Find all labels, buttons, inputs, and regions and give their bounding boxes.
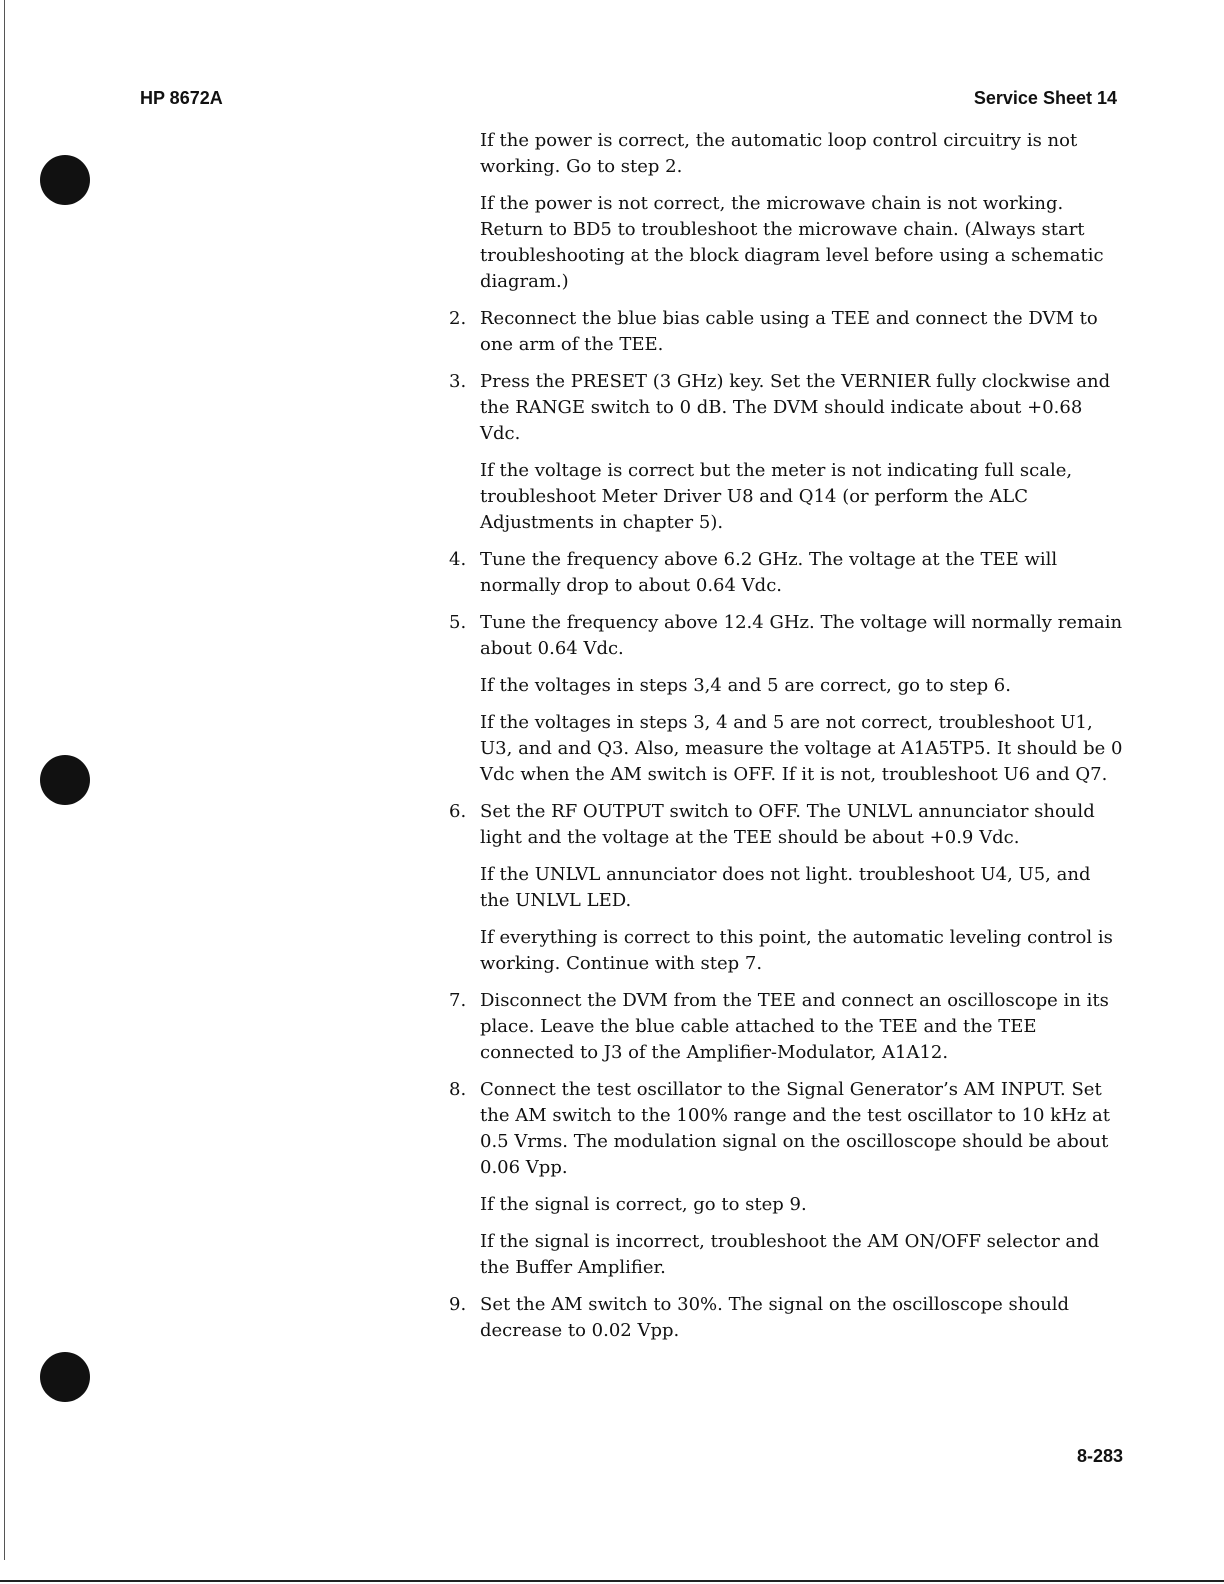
procedure-step — [444, 610, 1124, 662]
step-text: Reconnect the blue bias cable using a TEE and connect the DVM to one arm of the TEE. — [480, 308, 1098, 355]
step-number: 8. — [449, 1079, 467, 1100]
paragraph: If the signal is incorrect, troubleshoot the AM ON/OFF selector and the Buffer Amplifier. — [480, 1231, 1100, 1278]
paragraph: If the power is not correct, the microwave chain is not working. Return to BD5 to troubleshoot the microwave chain. (Always start troubleshooting at the block diagram level before using a schematic diagram.) — [480, 193, 1104, 292]
page-number: 8-283 — [1076, 1446, 1123, 1466]
punch-hole — [40, 755, 90, 805]
procedure-step — [444, 369, 1124, 447]
section-title: Service Sheet 14 — [973, 88, 1117, 108]
step-text: Tune the frequency above 12.4 GHz. The voltage will normally remain about 0.64 Vdc. — [480, 612, 1123, 659]
procedure-step — [444, 799, 1124, 851]
left-margin-rule — [4, 0, 5, 1560]
procedure-step — [444, 1077, 1124, 1181]
bottom-rule — [0, 1580, 1224, 1582]
paragraph: If the voltages in steps 3, 4 and 5 are not correct, troubleshoot U1, U3, and and Q3. Also, measure the voltage at A1A5TP5. It should be 0 Vdc when the AM switch is OFF. If it is not, troubleshoot U6 and Q7. — [480, 712, 1123, 785]
procedure-step — [444, 988, 1124, 1066]
procedure-step — [444, 547, 1124, 599]
paragraph: If the voltages in steps 3,4 and 5 are correct, go to step 6. — [480, 675, 1011, 696]
step-number: 7. — [449, 990, 467, 1011]
step-number: 2. — [449, 308, 467, 329]
step-text: Connect the test oscillator to the Signal Generator’s AM INPUT. Set the AM switch to the 100% range and the test oscillator to 10 kHz at 0.5 Vrms. The modulation signal on the oscilloscope should be about 0.06 Vpp. — [480, 1079, 1110, 1178]
step-text: Set the AM switch to 30%. The signal on the oscilloscope should decrease to 0.02 Vpp. — [480, 1294, 1070, 1341]
step-text: Set the RF OUTPUT switch to OFF. The UNLVL annunciator should light and the voltage at the TEE should be about +0.9 Vdc. — [480, 801, 1095, 848]
step-number: 4. — [449, 549, 467, 570]
step-number: 3. — [449, 371, 467, 392]
procedure-text — [444, 128, 1124, 1355]
step-number: 9. — [449, 1294, 467, 1315]
paragraph: If the UNLVL annunciator does not light. troubleshoot U4, U5, and the UNLVL LED. — [480, 864, 1091, 911]
punch-hole — [40, 155, 90, 205]
paragraph: If the voltage is correct but the meter is not indicating full scale, troubleshoot Meter Driver U8 and Q14 (or perform the ALC Adjustments in chapter 5). — [480, 460, 1073, 533]
paragraph: If the power is correct, the automatic loop control circuitry is not working. Go to step 2. — [480, 130, 1078, 177]
procedure-step — [444, 1292, 1124, 1344]
step-number: 6. — [449, 801, 467, 822]
paragraph: If the signal is correct, go to step 9. — [480, 1194, 807, 1215]
step-number: 5. — [449, 612, 467, 633]
manual-model: HP 8672A — [140, 88, 223, 108]
paragraph: If everything is correct to this point, the automatic leveling control is working. Continue with step 7. — [480, 927, 1113, 974]
step-text: Press the PRESET (3 GHz) key. Set the VERNIER fully clockwise and the RANGE switch to 0 dB. The DVM should indicate about +0.68 Vdc. — [480, 371, 1111, 444]
step-text: Disconnect the DVM from the TEE and connect an oscilloscope in its place. Leave the blue cable attached to the TEE and the TEE connected to J3 of the Amplifier-Modulator, A1A12. — [480, 990, 1109, 1063]
procedure-step — [444, 306, 1124, 358]
punch-hole — [40, 1352, 90, 1402]
step-text: Tune the frequency above 6.2 GHz. The voltage at the TEE will normally drop to about 0.64 Vdc. — [480, 549, 1058, 596]
